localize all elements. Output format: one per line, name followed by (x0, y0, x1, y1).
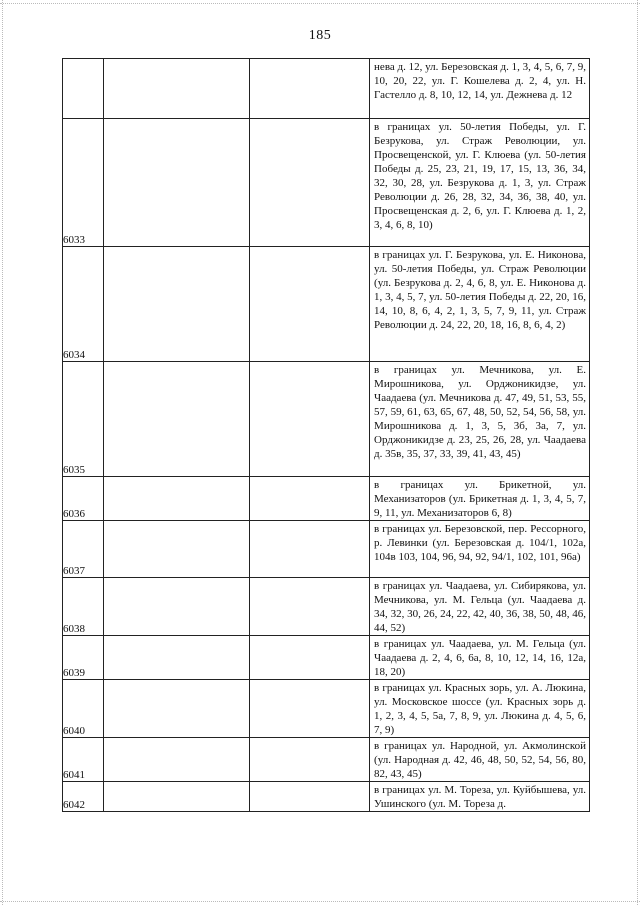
empty-cell (250, 578, 370, 636)
boundary-description: в границах ул. Народной, ул. Акмолинской (ул. Народная д. 42, 46, 48, 50, 52, 54, 56, 80, 82, 43, 45) (374, 740, 586, 780)
empty-cell (103, 738, 250, 782)
page-number: 185 (308, 28, 332, 43)
scan-edge-top (0, 0, 640, 4)
boundary-cell (370, 738, 590, 782)
boundary-description: в границах ул. Чаадаева, ул. М. Гельца (ул. Чаадаева д. 2, 4, 6, 6а, 8, 10, 12, 14, 16, 12а, 18, 20) (374, 638, 586, 678)
boundary-cell (370, 680, 590, 738)
boundary-description: в границах ул. Брикетной, ул. Механизаторов (ул. Брикетная д. 1, 3, 4, 5, 7, 9, 11, ул. Механизаторов 6, 8) (374, 479, 586, 519)
table-row (63, 680, 590, 738)
table-row (63, 782, 590, 812)
scan-edge-left (0, 0, 3, 905)
precinct-number: 6036 (63, 477, 104, 521)
boundary-description: в границах ул. 50-летия Победы, ул. Г. Безрукова, ул. Страж Революции, ул. Просвещенской, ул. Г. Клюева (ул. 50-летия Победы д. 25, 23, 21, 19, 17, 15, 13, 36, 34, 32, 30, 28, ул. Безрукова д. 1, 3, ул. Страж Революции д. 26, 28, 32, 34, 36, 38, 40, ул. Просвещенская д. 2, 6, ул. Г. Клюева д. 1, 2, 3, 4, 6, 8, 10) (374, 121, 586, 231)
empty-cell (103, 477, 250, 521)
table-row (63, 477, 590, 521)
table-row (63, 521, 590, 578)
empty-cell (250, 247, 370, 362)
precinct-number: 6033 (63, 119, 104, 247)
precinct-number: 6039 (63, 636, 104, 680)
table-row (63, 578, 590, 636)
table-row (63, 636, 590, 680)
empty-cell (103, 59, 250, 119)
empty-cell (250, 782, 370, 812)
precinct-number: 6042 (63, 782, 104, 812)
boundary-cell (370, 362, 590, 477)
boundary-description: в границах ул. Березовской, пер. Рессорного, р. Левинки (ул. Березовская д. 104/1, 102а, 104в 103, 104, 96, 94, 92, 94/1, 102, 101, 96а) (374, 523, 586, 563)
scan-edge-bottom (0, 901, 640, 905)
empty-cell (103, 782, 250, 812)
table-row (63, 362, 590, 477)
boundary-cell (370, 247, 590, 362)
empty-cell (250, 636, 370, 680)
boundary-cell (370, 782, 590, 812)
boundary-description: в границах ул. Мечникова, ул. Е. Мирошникова, ул. Орджоникидзе, ул. Чаадаева (ул. Мечникова д. 47, 49, 51, 53, 55, 57, 59, 61, 63, 65, 67, 48, 50, 52, 54, 56, 58, ул. Мирошникова д. 1, 3, 5, 3б, 3а, 7, ул. Орджоникидзе д. 23, 25, 26, 28, ул. Чаадаева д. 35в, 35, 37, 33, 39, 41, 43, 45) (374, 364, 586, 460)
empty-cell (250, 521, 370, 578)
empty-cell (250, 119, 370, 247)
precinct-number (63, 59, 104, 119)
boundary-description: в границах ул. Чаадаева, ул. Сибирякова, ул. Мечникова, ул. М. Гельца (ул. Чаадаева д. 34, 32, 30, 26, 24, 22, 42, 40, 36, 38, 50, 48, 46, 44, 52) (374, 580, 586, 634)
precinct-number: 6038 (63, 578, 104, 636)
boundary-description: нева д. 12, ул. Березовская д. 1, 3, 4, 5, 6, 7, 9, 10, 20, 22, ул. Г. Кошелева д. 2, 4, ул. Н. Гастелло д. 8, 10, 12, 14, ул. Дежнева д. 12 (374, 61, 586, 101)
empty-cell (250, 477, 370, 521)
table-row (63, 738, 590, 782)
precinct-number: 6040 (63, 680, 104, 738)
table-row (63, 119, 590, 247)
table-row (63, 247, 590, 362)
empty-cell (103, 680, 250, 738)
boundary-description: в границах ул. М. Тореза, ул. Куйбышева, ул. Ушинского (ул. М. Тореза д. (374, 784, 586, 810)
precinct-number: 6034 (63, 247, 104, 362)
boundary-cell (370, 636, 590, 680)
empty-cell (103, 636, 250, 680)
empty-cell (250, 680, 370, 738)
empty-cell (103, 521, 250, 578)
boundary-cell (370, 59, 590, 119)
boundary-cell (370, 477, 590, 521)
boundary-description: в границах ул. Г. Безрукова, ул. Е. Никонова, ул. 50-летия Победы, ул. Страж Революции (ул. Безрукова д. 2, 4, 6, 8, ул. Е. Никонова д. 1, 3, 4, 5, 7, ул. 50-летия Победы д. 22, 20, 16, 14, 10, 8, 6, 4, 2, 1, 3, 5, 7, 9, 11, ул. Страж Революции д. 24, 22, 20, 18, 16, 8, 6, 4, 2) (374, 249, 586, 331)
precinct-table (62, 58, 590, 812)
empty-cell (103, 119, 250, 247)
empty-cell (250, 738, 370, 782)
empty-cell (103, 362, 250, 477)
empty-cell (250, 362, 370, 477)
boundary-cell (370, 521, 590, 578)
boundary-cell (370, 578, 590, 636)
precinct-number: 6035 (63, 362, 104, 477)
boundary-cell (370, 119, 590, 247)
boundary-description: в границах ул. Красных зорь, ул. А. Люкина, ул. Московское шоссе (ул. Красных зорь д. 1, 2, 3, 4, 5, 5а, 7, 8, 9, ул. Люкина д. 4, 5, 6, 7, 9) (374, 682, 586, 736)
empty-cell (250, 59, 370, 119)
precinct-number: 6041 (63, 738, 104, 782)
table-row (63, 59, 590, 119)
precinct-number: 6037 (63, 521, 104, 578)
empty-cell (103, 578, 250, 636)
empty-cell (103, 247, 250, 362)
